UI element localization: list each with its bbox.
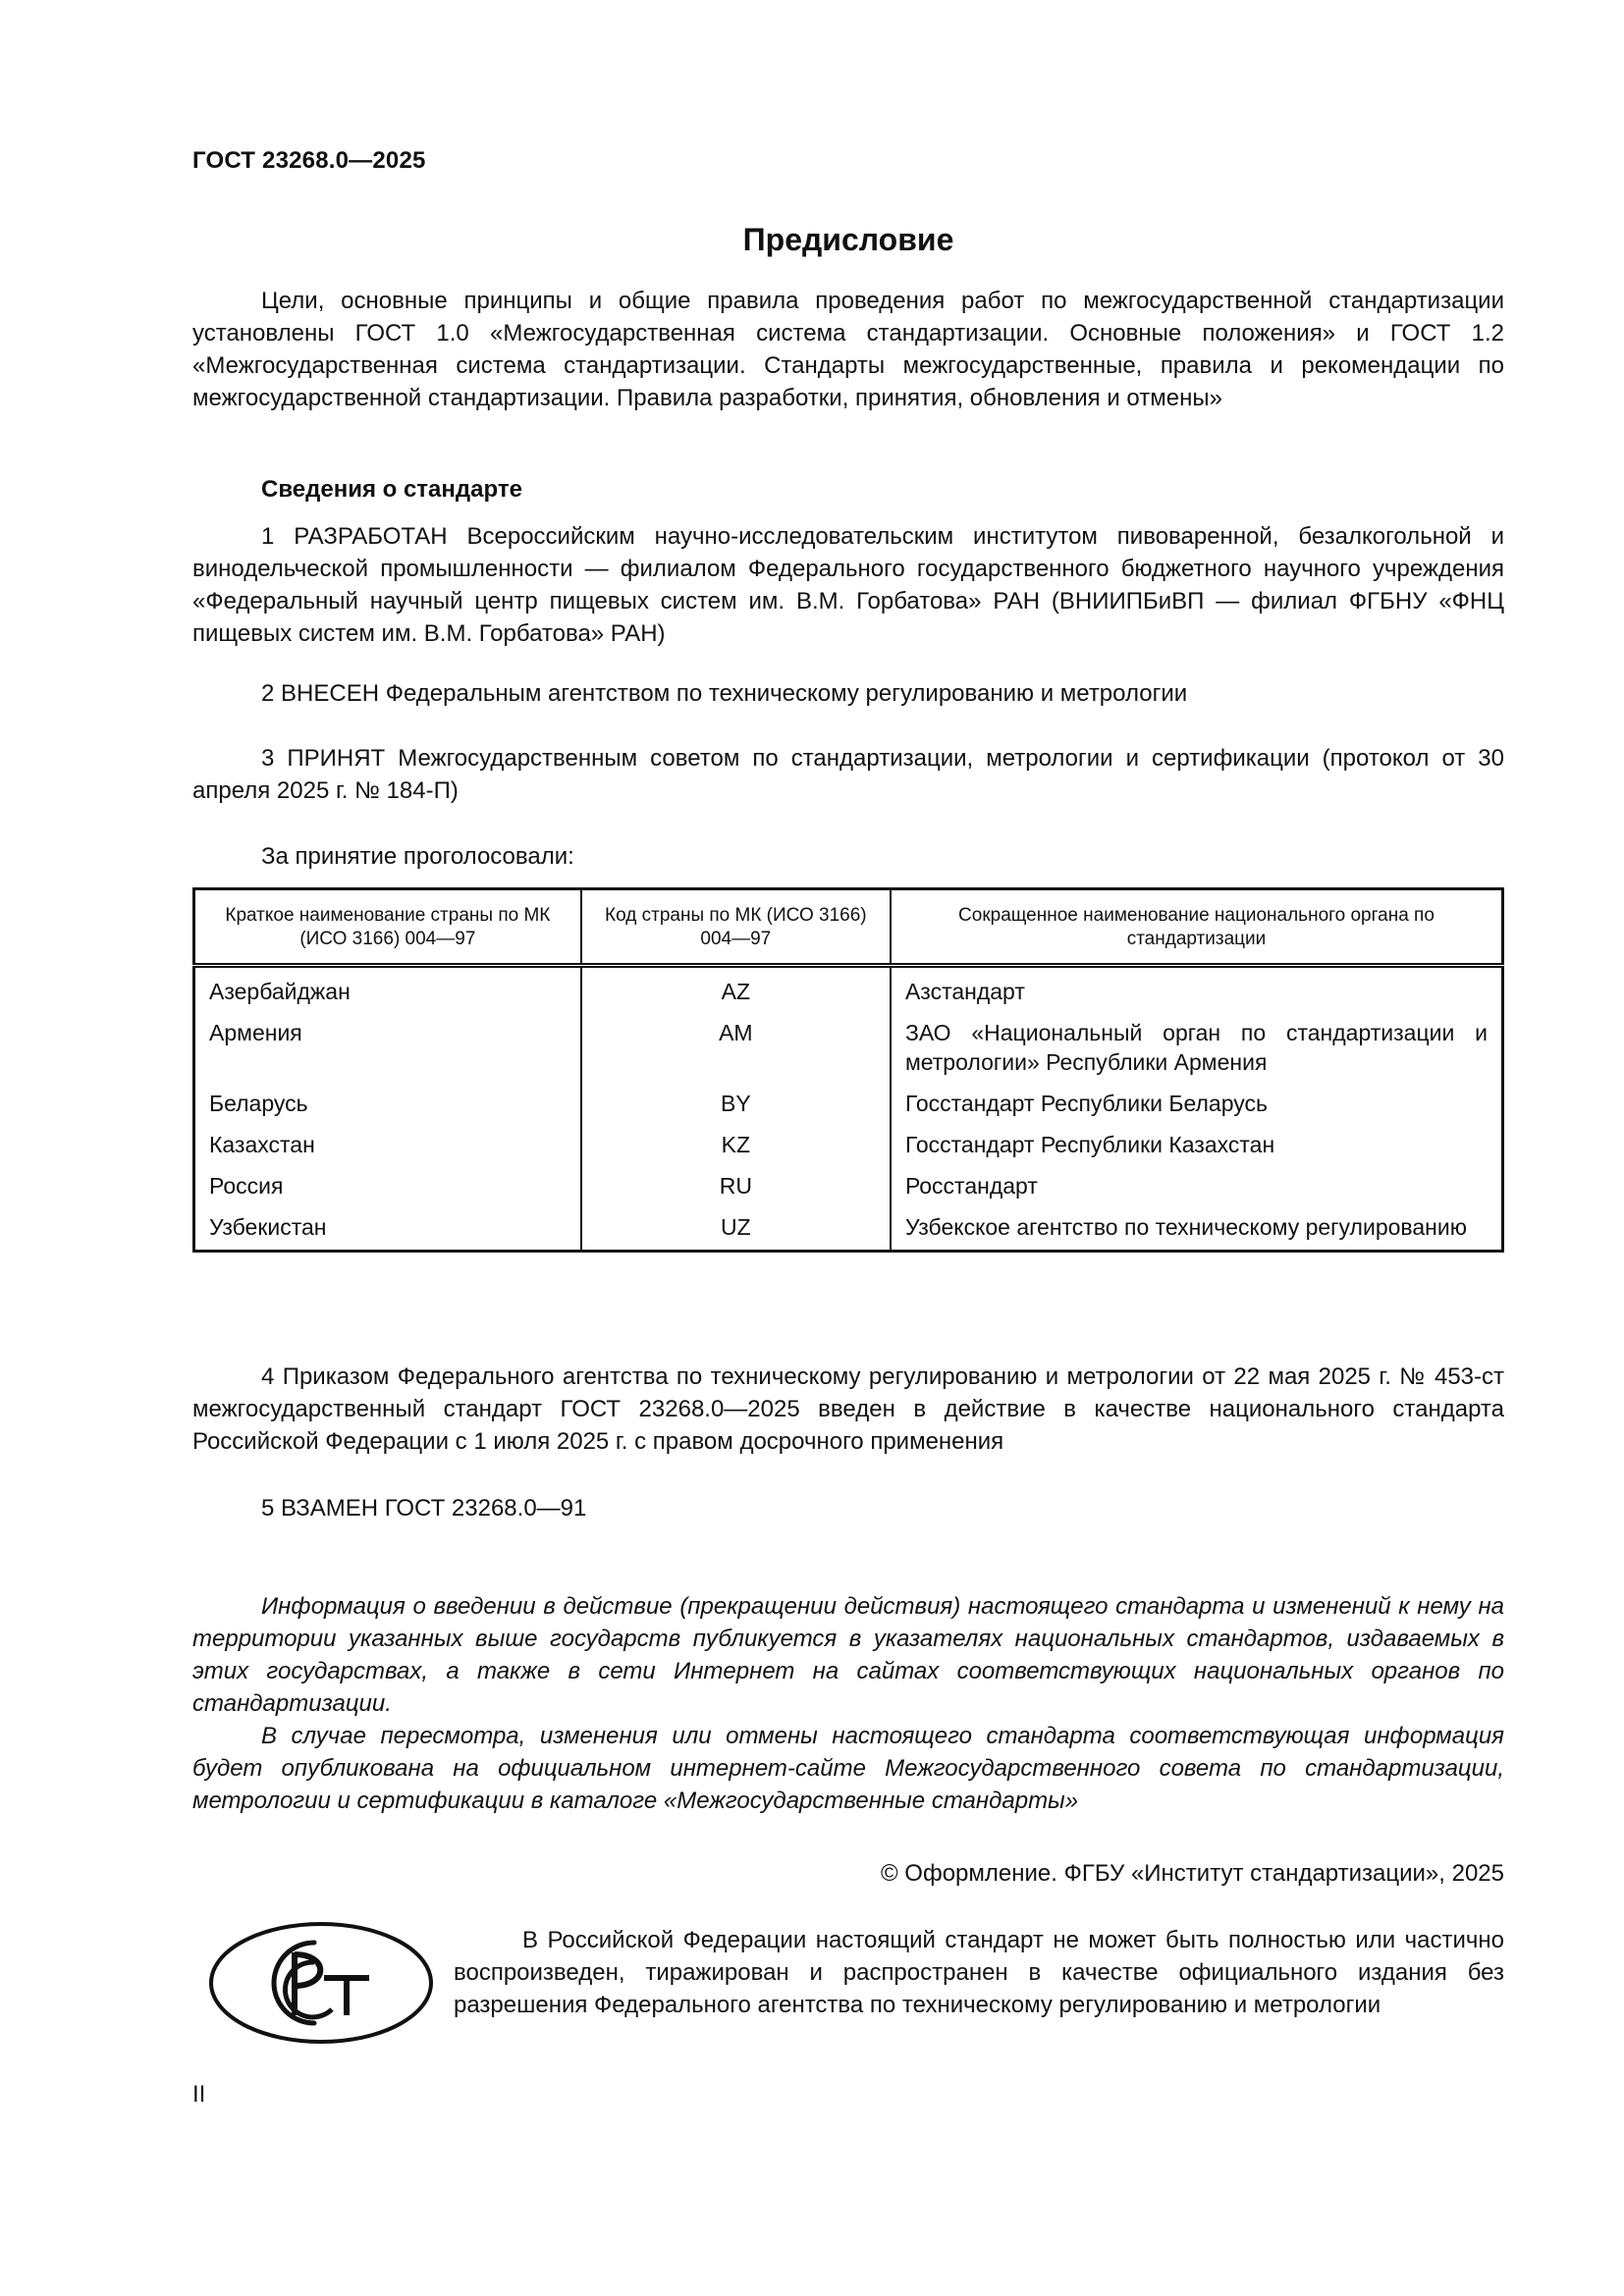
national-body: Росстандарт: [891, 1162, 1503, 1203]
country-name: Узбекистан: [194, 1203, 581, 1252]
table-row: [194, 966, 1503, 1010]
country-code: RU: [581, 1162, 891, 1203]
country-code: AZ: [581, 966, 891, 1010]
national-body: Узбекское агентство по техническому регулированию: [891, 1203, 1503, 1252]
country-code: AM: [581, 1009, 891, 1080]
country-code: KZ: [581, 1121, 891, 1162]
table-row: [194, 1121, 1503, 1162]
table-header-row: [194, 889, 1503, 966]
item-developed: 1 РАЗРАБОТАН Всероссийским научно-исследовательским институтом пивоваренной, безалкогольной и винодельческой промышленности — филиалом Федерального государственного бюджетного научного учреждения «Федеральный научный центр пищевых систем им. В.М. Горбатова» РАН (ВНИИПБиВП — филиал ФГБНУ «ФНЦ пищевых систем им. В.М. Горбатова» РАН): [192, 523, 1504, 647]
header-country-name: Краткое наименование страны по МК (ИСО 3166) 004—97: [194, 889, 581, 966]
page-title: Предисловие: [742, 222, 954, 257]
intro-paragraph: Цели, основные принципы и общие правила проведения работ по межгосударственной стандартизации установлены ГОСТ 1.0 «Межгосударственная система стандартизации. Основные положения» и ГОСТ 1.2 «Межгосударственная система стандартизации. Стандарты межгосударственные, правила и рекомендации по межгосударственной стандартизации. Правила разработки, принятия, обновления и отмены»: [192, 288, 1504, 411]
item-adopted: 3 ПРИНЯТ Межгосударственным советом по стандартизации, метрологии и сертификации (протокол от 30 апреля 2025 г. № 184-П): [192, 745, 1504, 804]
item-order: 4 Приказом Федерального агентства по техническому регулированию и метрологии от 22 мая 2025 г. № 453-ст межгосударственный стандарт ГОСТ 23268.0—2025 введен в действие в качестве национального стандарта Российской Федерации с 1 июля 2025 г. с правом досрочного применения: [192, 1363, 1504, 1455]
item-introduced: 2 ВНЕСЕН Федеральным агентством по техническому регулированию и метрологии: [261, 680, 1188, 707]
document-code: ГОСТ 23268.0—2025: [192, 147, 426, 174]
header-country-code: Код страны по МК (ИСО 3166) 004—97: [581, 889, 891, 966]
table-row: [194, 1203, 1503, 1252]
item-replaces: 5 ВЗАМЕН ГОСТ 23268.0—91: [261, 1495, 587, 1522]
country-name: Казахстан: [194, 1121, 581, 1162]
national-body: ЗАО «Национальный орган по стандартизации и метрологии» Республики Армения: [891, 1009, 1503, 1080]
table-row: [194, 1162, 1503, 1203]
country-name: Беларусь: [194, 1080, 581, 1121]
table-row: [194, 1080, 1503, 1121]
country-code: UZ: [581, 1203, 891, 1252]
country-code: BY: [581, 1080, 891, 1121]
header-national-body: Сокращенное наименование национального органа по стандартизации: [891, 889, 1503, 966]
copyright-line: © Оформление. ФГБУ «Институт стандартизации», 2025: [880, 1860, 1504, 1887]
national-body: Азстандарт: [891, 966, 1503, 1010]
rst-certification-logo: [206, 1919, 436, 2047]
voting-table: [192, 887, 1504, 1253]
country-name: Армения: [194, 1009, 581, 1080]
voted-label: За принятие проголосовали:: [261, 843, 574, 870]
info-heading: Сведения о стандарте: [261, 476, 522, 503]
info-revision: В случае пересмотра, изменения или отмены настоящего стандарта соответствующая информация будет опубликована на официальном интернет-сайте Межгосударственного совета по стандартизации, метрологии и сертификации в каталоге «Межгосударственные стандарты»: [192, 1723, 1504, 1814]
national-body: Госстандарт Республики Беларусь: [891, 1080, 1503, 1121]
country-name: Россия: [194, 1162, 581, 1203]
legal-notice: В Российской Федерации настоящий стандарт не может быть полностью или частично воспроизведен, тиражирован и распространен в качестве официального издания без разрешения Федерального агентства по техническому регулированию и метрологии: [454, 1927, 1504, 2018]
table-row: [194, 1009, 1503, 1080]
page-number: II: [192, 2081, 206, 2108]
national-body: Госстандарт Республики Казахстан: [891, 1121, 1503, 1162]
country-name: Азербайджан: [194, 966, 581, 1010]
info-publication: Информация о введении в действие (прекращении действия) настоящего стандарта и изменений к нему на территории указанных выше государств публикуется в указателях национальных стандартов, издаваемых в этих государствах, а также в сети Интернет на сайтах соответствующих национальных органов по стандартизации.: [192, 1593, 1504, 1717]
